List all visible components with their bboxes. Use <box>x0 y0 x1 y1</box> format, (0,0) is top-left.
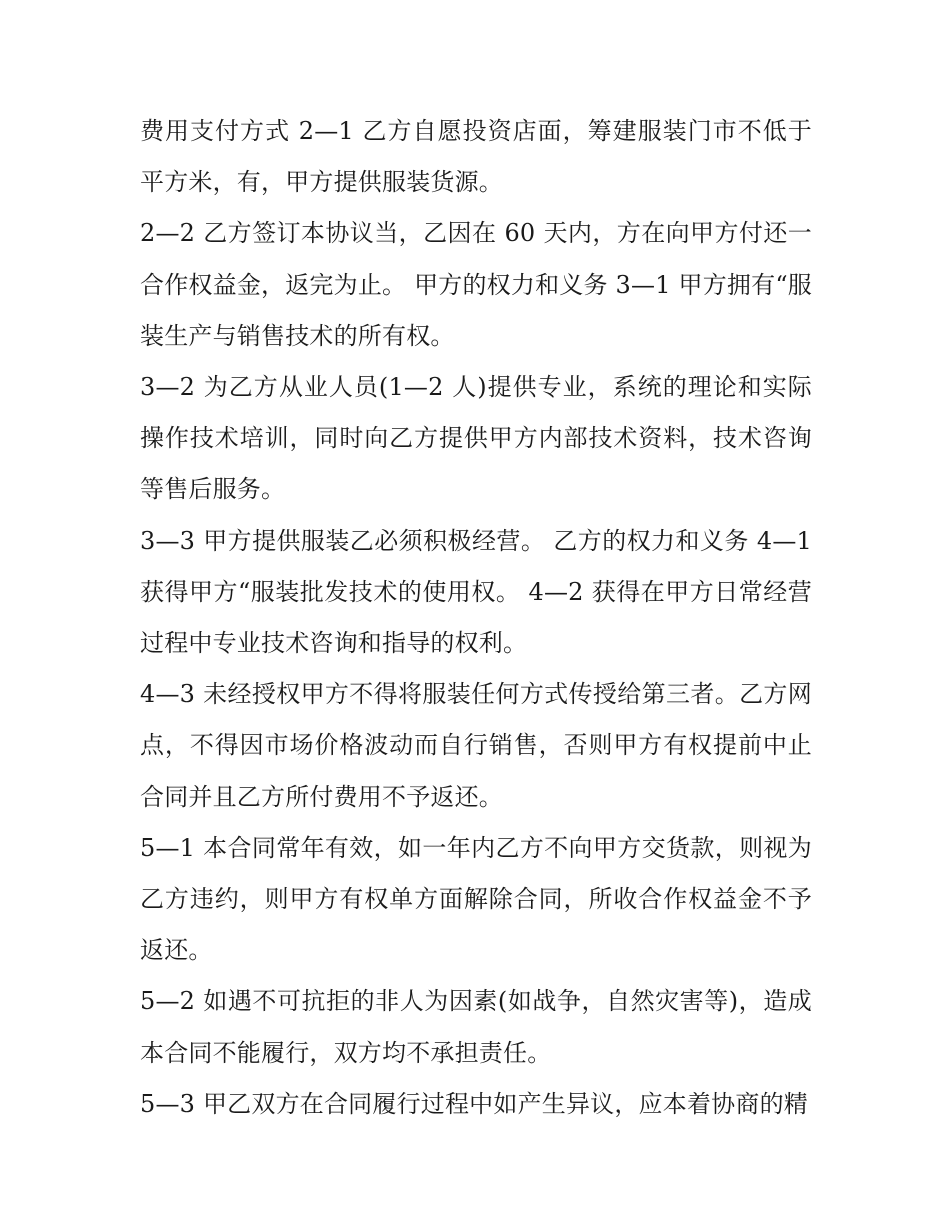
paragraph-training-services: 3—2 为乙方从业人员(1—2 人)提供专业，系统的理论和实际操作技术培训，同时向乙方提供甲方内部技术资料，技术咨询等售后服务。 <box>140 373 812 504</box>
document-body <box>140 106 812 1130</box>
paragraph-cooperation-fee: 2—2 乙方签订本协议当，乙因在 60 天内，方在向甲方付还一合作权益金，返完为止。 甲方的权力和义务 3—1 甲方拥有“服装生产与销售技术的所有权。 <box>140 219 812 350</box>
paragraph-force-majeure: 5—2 如遇不可抗拒的非人为因素(如战争，自然灾害等)，造成本合同不能履行，双方均不承担责任。 <box>140 987 812 1067</box>
paragraph-dispute: 5—3 甲乙双方在合同履行过程中如产生异议，应本着协商的精 <box>140 1089 808 1118</box>
paragraph-validity: 5—1 本合同常年有效，如一年内乙方不向甲方交货款，则视为乙方违约，则甲方有权单方面解除合同，所收合作权益金不予返还。 <box>140 833 812 965</box>
paragraph-authorization: 4—3 未经授权甲方不得将服装任何方式传授给第三者。乙方网点，不得因市场价格波动而自行销售，否则甲方有权提前中止合同并且乙方所付费用不予返还。 <box>140 680 812 811</box>
paragraph-payment-method: 费用支付方式 2—1 乙方自愿投资店面，筹建服装门市不低于平方米，有，甲方提供服装货源。 <box>140 117 812 197</box>
paragraph-party-b-rights: 3—3 甲方提供服装乙必须积极经营。 乙方的权力和义务 4—1 获得甲方“服装批发技术的使用权。 4—2 获得在甲方日常经营过程中专业技术咨询和指导的权利。 <box>140 526 812 658</box>
